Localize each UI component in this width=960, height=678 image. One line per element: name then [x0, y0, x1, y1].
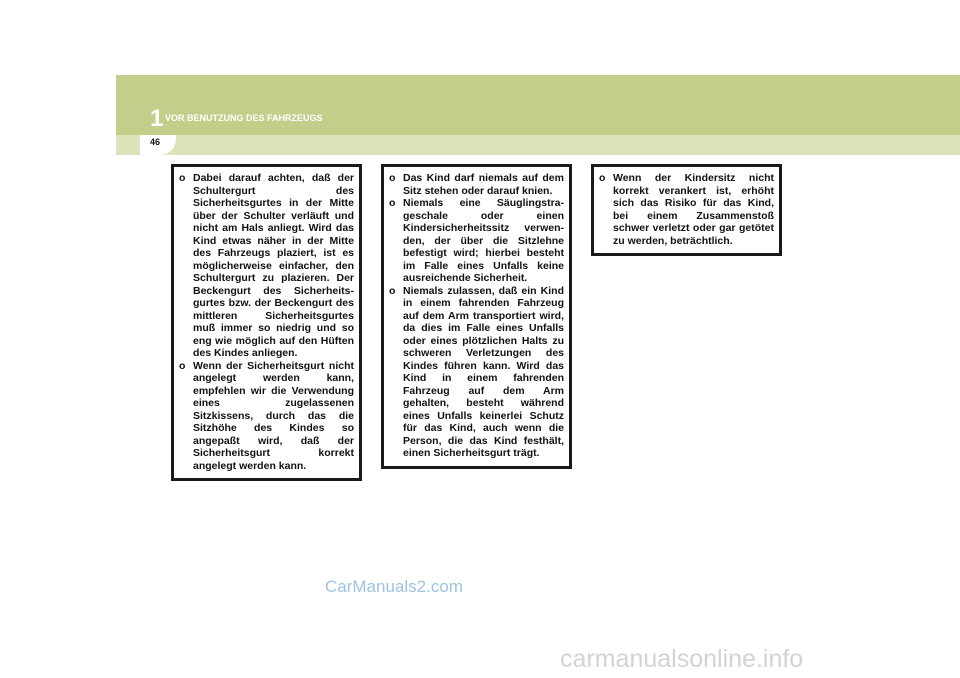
bullet-marker: o	[599, 172, 606, 184]
list-item-text: Niemals zulassen, daß ein Kind in einem fahrenden Fahrzeug auf dem Arm transportiert wird, da dies im Falle eines Unfalls oder eines plötzlichen Halts zu schweren Verletzungen des Kindes führen kann. Wird das Kind in einem fahrenden Fahrzeug auf dem Arm gehalten, besteht während eines Unfalls keinerlei Schutz für das Kind, auch wenn die Person, die das Kind festhält, einen Sicherheitsgurt trägt.	[403, 284, 564, 459]
list-item	[389, 285, 564, 460]
list-item-text: Niemals eine Säuglingstra-geschale oder einen Kindersicherheitssitz verwen-den, der über die Sitzlehne befestigt wird; hierbei besteht im Falle eines Unfalls keine ausreichende Sicherheit.	[403, 197, 564, 284]
chapter-tab-strip	[116, 135, 960, 155]
page-number: 46	[150, 137, 161, 147]
list-item-text: Das Kind darf niemals auf dem Sitz stehen oder darauf knien.	[403, 172, 564, 197]
warning-box-2	[381, 164, 572, 469]
bullet-marker: o	[179, 359, 186, 372]
bullet-marker: o	[389, 284, 396, 297]
list-item-text: Wenn der Kindersitz nicht korrekt verankert ist, erhöht sich das Risiko für das Kind, bei einem Zusammenstoß schwer verletzt oder gar getötet zu werden, beträchtlich.	[613, 172, 774, 247]
bullet-marker: o	[389, 172, 396, 184]
bullet-marker: o	[179, 172, 186, 184]
chapter-header-band	[116, 75, 960, 135]
list-item	[599, 172, 774, 247]
chapter-number: 1	[150, 105, 164, 132]
watermark-footer: carmanualsonline.info	[560, 645, 804, 673]
bullet-marker: o	[389, 197, 396, 209]
list-item	[389, 197, 564, 285]
list-item-text: Wenn der Sicherheitsgurt nicht angelegt werden kann, empfehlen wir die Verwendung eines zugelassenen Sitzkissens, durch das die Sitzhöhe des Kindes so angepaßt wird, daß der Sicherheitsgurt korrekt angelegt werden kann.	[193, 359, 354, 472]
list-item	[389, 172, 564, 197]
chapter-title: VOR BENUTZUNG DES FAHRZEUGS	[165, 113, 323, 123]
warning-box-3	[591, 164, 782, 256]
list-item	[179, 172, 354, 360]
list-item	[179, 360, 354, 473]
watermark-link[interactable]: CarManuals2.com	[325, 577, 463, 596]
list-item-text: Dabei darauf achten, daß der Schultergurt des Sicherheitsgurtes in der Mitte über der Schulter verläuft und nicht am Hals anliegt. Wird das Kind etwas näher in der Mitte des Fahrzeugs plaziert, ist es möglicherweise einfacher, den Schultergurt zu plazieren. Der Beckengurt des Sicherheits-gurtes bzw. der Beckengurt des mittleren Sicherheitsgurtes muß immer so niedrig und so eng wie möglich auf den Hüften des Kindes anliegen.	[193, 172, 354, 359]
warning-box-1	[171, 164, 362, 481]
